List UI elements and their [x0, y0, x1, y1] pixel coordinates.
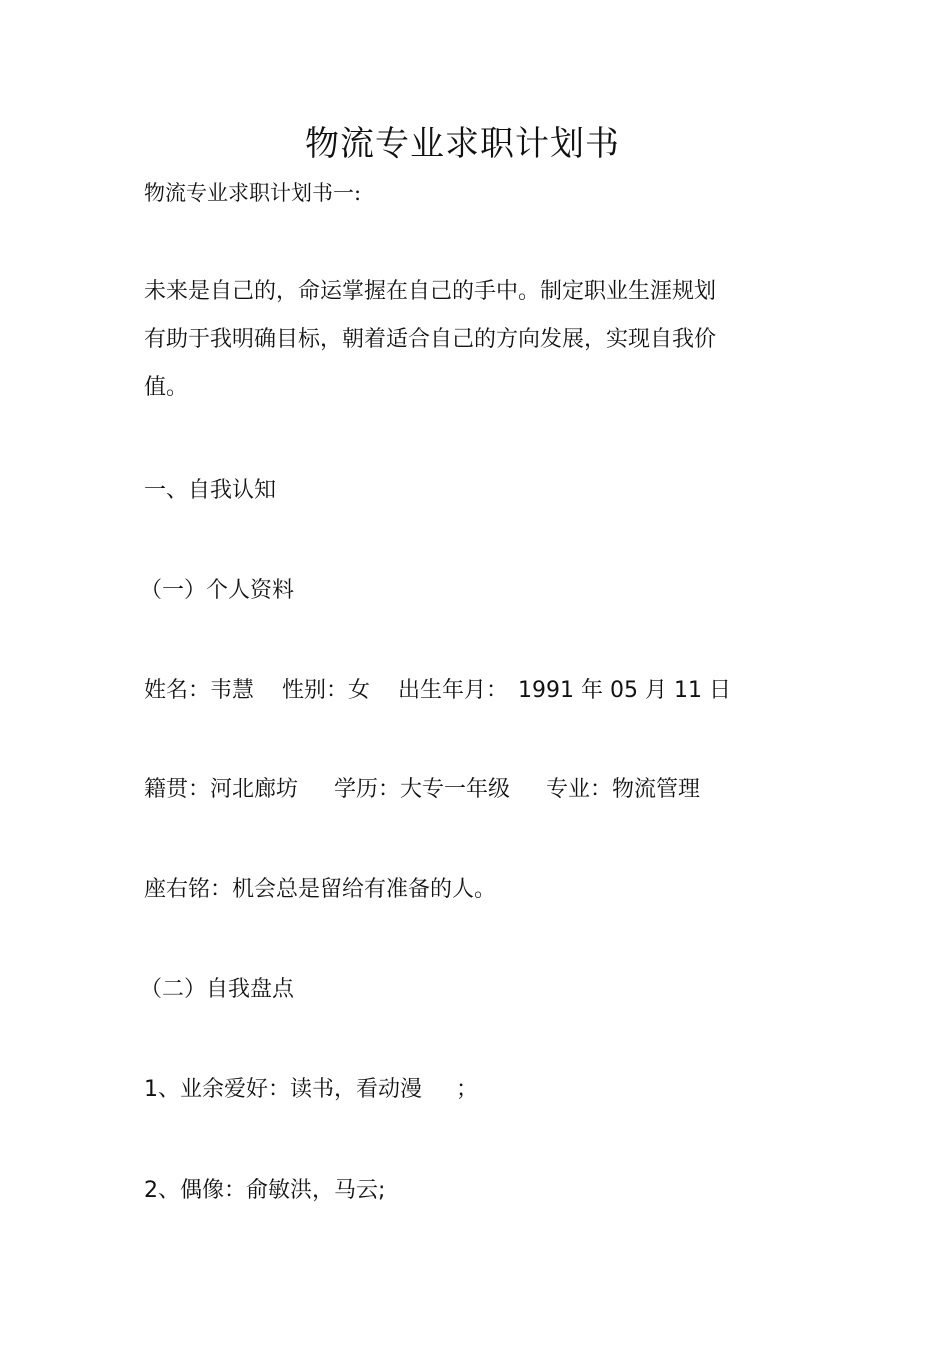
- hobbies-text: 1、业余爱好：读书，看动漫: [144, 1077, 422, 1102]
- intro-line-3: 值。: [144, 375, 189, 400]
- section-heading-self-awareness: 一、自我认知: [144, 478, 277, 503]
- intro-line-2: 有助于我明确目标，朝着适合自己的方向发展，实现自我价: [144, 327, 717, 352]
- profile-name: 姓名：韦慧: [144, 678, 255, 703]
- document-subtitle: 物流专业求职计划书一:: [144, 181, 362, 205]
- subsection-heading-profile: （一）个人资料: [140, 578, 295, 603]
- profile-origin: 籍贯：河北廊坊: [144, 777, 299, 802]
- intro-paragraph: [144, 268, 744, 412]
- subsection-heading-self-inventory: （二）自我盘点: [140, 977, 295, 1002]
- profile-row-2: [144, 775, 700, 805]
- intro-line-1: 未来是自己的，命运掌握在自己的手中。制定职业生涯规划: [144, 279, 717, 304]
- profile-education: 学历：大专一年级: [334, 777, 511, 802]
- document-title: 物流专业求职计划书: [305, 124, 620, 164]
- hobbies-end-mark: ；: [456, 1077, 479, 1102]
- profile-major: 专业：物流管理: [546, 777, 701, 802]
- profile-gender: 性别：女: [282, 678, 371, 703]
- profile-row-1: [144, 676, 731, 706]
- motto-line: 座右铭：机会总是留给有准备的人。: [144, 877, 497, 902]
- profile-birth-value: 1991 年 05 月 11 日: [518, 678, 731, 703]
- profile-birth-label: 出生年月：: [398, 678, 509, 703]
- list-item-idols: 2、偶像：俞敏洪，马云;: [144, 1178, 386, 1203]
- list-item-hobbies: [144, 1075, 478, 1105]
